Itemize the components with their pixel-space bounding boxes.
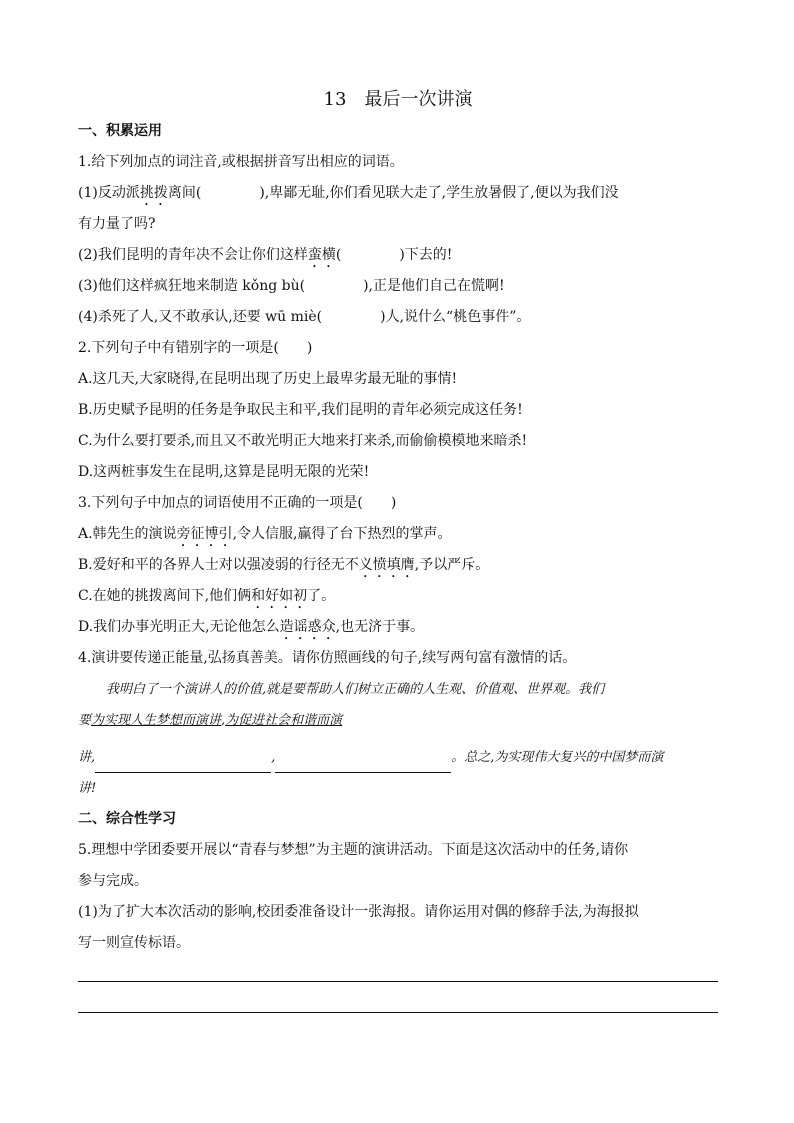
q4-p3-text-a: 讲 xyxy=(78,750,92,765)
q3-option-c[interactable] xyxy=(78,581,718,612)
q2-option-c[interactable]: C.为什么要打要杀,而且又不敢光明正大地来打来杀,而偷偷模模地来暗杀! xyxy=(78,433,528,449)
q4-passage-line4: 讲! xyxy=(78,781,97,796)
answer-line-2[interactable] xyxy=(78,1012,718,1013)
q3-option-a[interactable] xyxy=(78,519,718,550)
q1-item4-text-b: )人,说什么“桃色事件”。 xyxy=(380,309,531,325)
q3-b-post: ,予以严斥。 xyxy=(414,557,490,573)
q1-item1-text-b: 离间( xyxy=(167,185,202,201)
q4-passage-line1: 我明白了一个演讲人的价值,就是要帮助人们树立正确的人生观、价值观、世界观。我们 xyxy=(106,682,605,697)
q1-item1-text-c: ),卑鄙无耻,你们看见联大走了,学生放暑假了,便以为我们没 xyxy=(259,185,619,201)
page-title: 13 最后一次讲演 xyxy=(323,89,473,110)
q5-sub1-line2: 写一则宣传标语。 xyxy=(78,935,190,951)
q4-p3-sep1: , xyxy=(91,750,96,765)
q1-item1-line2: 有力量了吗? xyxy=(78,216,156,232)
q3-stem: 3.下列句子中加点的词语使用不正确的一项是( ) xyxy=(78,495,397,511)
q1-item3-text-a: (3)他们这样疯狂地来制造 kǒng bù( xyxy=(78,278,306,294)
q3-a-pre: A.韩先生的演说 xyxy=(78,526,177,542)
q1-item4-text-a: (4)杀死了人,又不敢承认,还要 wū miè( xyxy=(78,309,323,325)
q3-b-pre: B.爱好和平的各界人士对以强凌弱的行径无不 xyxy=(78,557,359,573)
q1-stem: 1.给下列加点的词注音,或根据拼音写出相应的词语。 xyxy=(78,154,404,170)
q1-item2 xyxy=(78,240,718,271)
q1-item1-text-a: (1)反动派 xyxy=(78,185,140,201)
q4-answer-blank-2[interactable] xyxy=(275,754,451,773)
q3-d-post: ,也无济于事。 xyxy=(335,619,425,635)
q1-item1-dotted-word: 挑拨 xyxy=(139,185,168,201)
q3-c-post: 了。 xyxy=(307,588,336,604)
q5-sub1-line1: (1)为了扩大本次活动的影响,校团委准备设计一张海报。请你运用对偶的修辞手法,为海报拟 xyxy=(78,904,639,920)
q2-option-a[interactable]: A.这几天,大家晓得,在昆明出现了历史上最卑劣最无耻的事情! xyxy=(78,371,458,387)
q4-p2-sep: , xyxy=(221,713,226,728)
q1-item3 xyxy=(78,271,718,302)
section-heading-1: 一、积累运用 xyxy=(78,123,162,139)
q1-item2-text-c: )下去的! xyxy=(399,247,453,263)
q3-b-dotted-word: 义愤填膺 xyxy=(358,557,415,573)
q4-p2-text: 要 xyxy=(78,713,92,728)
q4-stem: 4.演讲要传递正能量,弘扬真善美。请你仿照画线的句子,续写两句富有激情的话。 xyxy=(78,650,577,666)
section-heading-2: 二、综合性学习 xyxy=(78,811,176,827)
q3-c-pre: C.在她的挑拨离间下,他们俩 xyxy=(78,588,252,604)
q1-item3-text-b: ),正是他们自己在慌啊! xyxy=(363,278,505,294)
q2-option-d[interactable]: D.这两桩事发生在昆明,这算是昆明无限的光荣! xyxy=(78,464,370,480)
q4-passage-line3 xyxy=(78,742,718,773)
q4-underlined-sentence-1: 为实现人生梦想而演讲 xyxy=(91,713,222,728)
worksheet-page xyxy=(78,86,718,1013)
q3-a-post: ,令人信服,赢得了台下热烈的掌声。 xyxy=(232,526,452,542)
q3-c-dotted-word: 和好如初 xyxy=(251,588,308,604)
q2-stem: 2.下列句子中有错别字的一项是( ) xyxy=(78,340,313,356)
q4-p3-text-b: 。总之,为实现伟大复兴的中国梦而演 xyxy=(451,750,664,765)
q5-stem-line1: 5.理想中学团委要开展以“青春与梦想”为主题的演讲活动。下面是这次活动中的任务,请你 xyxy=(78,842,629,858)
q3-d-pre: D.我们办事光明正大,无论他怎么 xyxy=(78,619,280,635)
q3-a-dotted-word: 旁征博引 xyxy=(176,526,233,542)
q4-passage-line2 xyxy=(78,705,718,736)
q1-item2-text-b: ( xyxy=(335,247,342,263)
q1-item2-dotted-word: 蛮横 xyxy=(307,247,336,263)
q1-item4 xyxy=(78,302,718,333)
q2-option-b[interactable]: B.历史赋予昆明的任务是争取民主和平,我们昆明的青年必须完成这任务! xyxy=(78,402,523,418)
q3-option-b[interactable] xyxy=(78,550,718,581)
q4-answer-blank-1[interactable] xyxy=(95,754,271,773)
q1-item2-text-a: (2)我们昆明的青年决不会让你们这样 xyxy=(78,247,308,263)
q4-p3-sep2: , xyxy=(271,750,276,765)
q1-item1-line1 xyxy=(78,178,718,209)
q3-option-d[interactable] xyxy=(78,612,718,643)
q4-underlined-sentence-2: 为促进社会和谐而演 xyxy=(225,713,343,728)
q5-stem-line2: 参与完成。 xyxy=(78,873,148,889)
q3-d-dotted-word: 造谣惑众 xyxy=(279,619,336,635)
